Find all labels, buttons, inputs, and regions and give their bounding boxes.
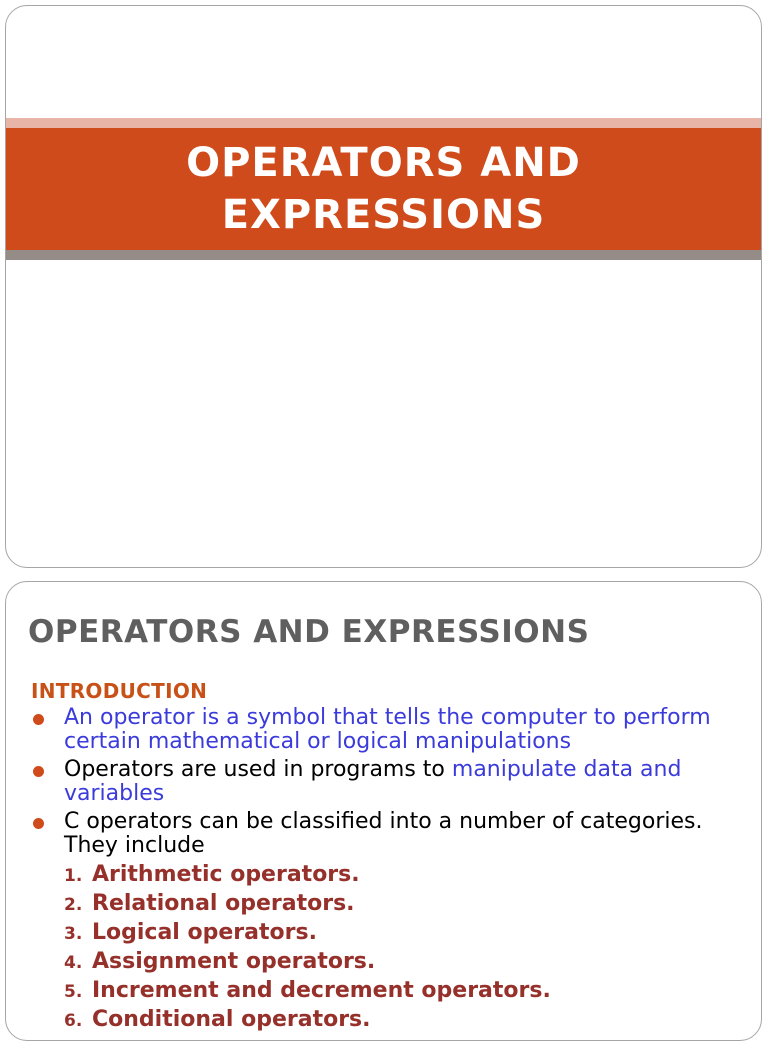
bullet-dot-icon — [33, 766, 44, 777]
numbered-list — [31, 861, 731, 1035]
bullet-text: C operators can be classified into a number of categories. They include — [64, 809, 703, 858]
content-slide — [5, 581, 762, 1041]
numbered-list-item — [64, 948, 731, 977]
bullet-text: Operators are used in programs to — [64, 757, 452, 782]
list-item-text: Relational operators. — [92, 891, 355, 916]
bullet-item — [31, 758, 731, 806]
slide-heading: OPERATORS AND EXPRESSIONS — [28, 614, 590, 650]
section-subheading: INTRODUCTION — [31, 679, 208, 703]
bullet-text: An operator is a symbol that tells the computer to perform certain mathematical or logical manipulations — [64, 705, 711, 754]
title-band-bottom — [6, 250, 761, 260]
title-slide — [5, 5, 762, 568]
bullet-list — [31, 706, 731, 1035]
slide-title-line-1: OPERATORS AND — [186, 140, 581, 186]
list-number: 4. — [64, 953, 83, 973]
list-number: 1. — [64, 866, 83, 886]
bullet-item — [31, 810, 731, 858]
bullet-item — [31, 706, 731, 754]
list-number: 6. — [64, 1011, 83, 1031]
list-item-text: Arithmetic operators. — [92, 862, 360, 887]
list-item-text: Logical operators. — [92, 920, 317, 945]
list-number: 2. — [64, 895, 83, 915]
numbered-list-item — [64, 977, 731, 1006]
title-band — [6, 128, 761, 250]
bullet-dot-icon — [33, 714, 44, 725]
title-band-top — [6, 118, 761, 128]
slide-title-line-2: EXPRESSIONS — [221, 192, 546, 238]
list-number: 3. — [64, 924, 83, 944]
bullet-dot-icon — [33, 818, 44, 829]
numbered-list-item — [64, 890, 731, 919]
numbered-list-item — [64, 1006, 731, 1035]
list-number: 5. — [64, 982, 83, 1002]
bullet-highlight-text: manipulate data and variables — [64, 757, 682, 806]
numbered-list-item — [64, 919, 731, 948]
list-item-text: Conditional operators. — [92, 1007, 371, 1032]
numbered-list-item — [64, 861, 731, 890]
list-item-text: Assignment operators. — [92, 949, 376, 974]
list-item-text: Increment and decrement operators. — [92, 978, 551, 1003]
